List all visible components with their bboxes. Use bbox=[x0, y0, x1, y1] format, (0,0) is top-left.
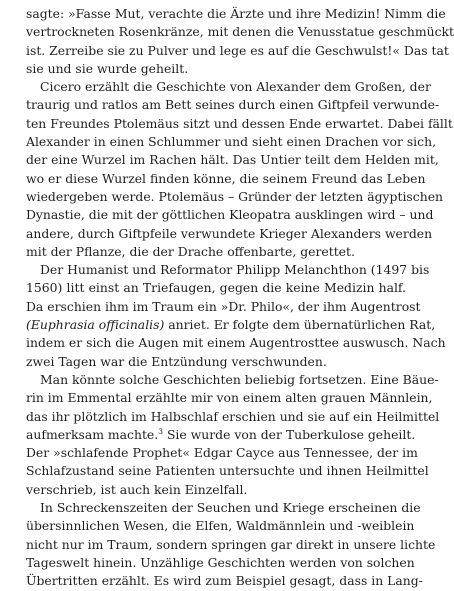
text-segment: wiedergeben werde. Ptolemäus – Gründer der letzten ägyptischen bbox=[26, 188, 444, 204]
text-segment: 1560) litt einst an Triefaugen, gegen die keine Medizin half. bbox=[26, 280, 406, 296]
text-line bbox=[26, 316, 436, 334]
text-line bbox=[26, 206, 434, 224]
text-segment: andere, durch Giftpfeile verwundete Krieger Alexanders werden bbox=[26, 225, 433, 241]
book-page bbox=[26, 5, 454, 591]
text-segment: In Schreckenszeiten der Seuchen und Kriege erscheinen die bbox=[40, 500, 421, 516]
text-segment: Tageswelt hinein. Unzählige Geschichten werden von solchen bbox=[26, 554, 415, 570]
text-line bbox=[26, 78, 431, 96]
text-line bbox=[26, 481, 406, 499]
text-line bbox=[26, 225, 433, 243]
text-segment: ten Freundes Ptolemäus sitzt und dessen Ende erwartet. Dabei fällt bbox=[26, 115, 453, 131]
text-line bbox=[26, 371, 439, 389]
text-line bbox=[26, 444, 418, 462]
text-segment: anriet. Er folgte dem übernatürlichen Rat, bbox=[164, 317, 436, 333]
text-segment: nicht nur im Traum, sondern springen gar direkt in unsere lichte bbox=[26, 536, 436, 552]
text-line bbox=[26, 96, 440, 114]
text-segment: ist. Zerreibe sie zu Pulver und lege es auf die Geschwulst!« Das tat bbox=[26, 42, 449, 58]
text-segment: Alexander in einen Schlummer und sieht einen Drachen vor sich, bbox=[26, 134, 437, 150]
text-segment: traurig und ratlos am Bett seines durch einen Giftpfeil verwunde- bbox=[26, 97, 440, 113]
text-segment: Schlafzustand seine Patienten untersuchte und ihnen Heilmittel bbox=[26, 463, 429, 479]
text-segment: aufmerksam machte. bbox=[26, 426, 159, 442]
text-line bbox=[26, 279, 406, 297]
text-segment: Man könnte solche Geschichten beliebig fortsetzen. Eine Bäue- bbox=[40, 371, 439, 387]
text-segment: zwei Tagen war die Entzündung verschwunden. bbox=[26, 353, 327, 369]
text-line bbox=[26, 554, 415, 572]
text-line bbox=[26, 5, 446, 23]
text-line bbox=[26, 426, 416, 444]
text-segment: sie und sie wurde geheilt. bbox=[26, 60, 189, 76]
text-segment: wo er diese Wurzel finden könne, die seinem Freund das Leben bbox=[26, 170, 426, 186]
text-line bbox=[26, 334, 446, 352]
text-segment: Sie wurde von der Tuberkulose geheilt. bbox=[163, 426, 416, 442]
text-line bbox=[26, 23, 454, 41]
text-line bbox=[26, 170, 426, 188]
text-segment: indem er sich die Augen mit einem Augentrosttee auswusch. Nach bbox=[26, 335, 446, 351]
text-line bbox=[26, 133, 437, 151]
paragraph bbox=[26, 78, 453, 261]
text-line bbox=[26, 462, 429, 480]
text-segment: Dynastie, die mit der göttlichen Kleopatra ausklingen wird – und bbox=[26, 207, 434, 223]
paragraph bbox=[26, 5, 454, 78]
text-line bbox=[26, 572, 423, 590]
text-line bbox=[26, 261, 430, 279]
text-segment: mit der Pflanze, die der Drache offenbarte, gerettet. bbox=[26, 243, 355, 259]
text-segment: vertrockneten Rosenkränze, mit denen die Venusstatue geschmückt bbox=[26, 24, 454, 40]
text-segment: Da erschien ihm im Traum ein »Dr. Philo«, der ihm Augentrost bbox=[26, 298, 421, 314]
text-line bbox=[26, 188, 444, 206]
text-segment: Cicero erzählt die Geschichte von Alexander dem Großen, der bbox=[40, 79, 431, 95]
text-line bbox=[26, 298, 421, 316]
text-line bbox=[26, 408, 440, 426]
italic-text: (Euphrasia officinalis) bbox=[26, 317, 165, 333]
text-line bbox=[26, 42, 449, 60]
text-line bbox=[26, 353, 406, 371]
text-line bbox=[26, 115, 453, 133]
text-line bbox=[26, 60, 406, 78]
text-segment: verschrieb, ist auch kein Einzelfall. bbox=[26, 481, 248, 497]
paragraph bbox=[26, 261, 446, 371]
text-segment: rin im Emmental erzählte mir von einem alten grauen Männlein, bbox=[26, 390, 433, 406]
text-segment: das ihr plötzlich im Halbschlaf erschien und sie auf ein Heilmittel bbox=[26, 408, 440, 424]
text-segment: Übertritten erzählt. Es wird zum Beispiel gesagt, dass in Lang- bbox=[26, 573, 423, 589]
text-segment: übersinnlichen Wesen, die Elfen, Waldmännlein und -weiblein bbox=[26, 518, 415, 534]
text-line bbox=[26, 536, 436, 554]
text-line bbox=[26, 499, 421, 517]
text-segment: Der Humanist und Reformator Philipp Melanchthon (1497 bis bbox=[40, 262, 430, 278]
text-line bbox=[26, 389, 433, 407]
text-line bbox=[26, 517, 415, 535]
text-segment: sagte: »Fasse Mut, verachte die Ärzte und ihre Medizin! Nimm die bbox=[26, 6, 446, 21]
text-segment: Der »schlafende Prophet« Edgar Cayce aus Tennessee, der im bbox=[26, 445, 418, 461]
footnote-marker: 3 bbox=[158, 426, 163, 436]
paragraph bbox=[26, 499, 436, 590]
text-line bbox=[26, 243, 406, 261]
text-segment: der eine Wurzel im Rachen hält. Das Untier teilt dem Helden mit, bbox=[26, 152, 439, 168]
text-line bbox=[26, 151, 439, 169]
paragraph bbox=[26, 371, 440, 499]
